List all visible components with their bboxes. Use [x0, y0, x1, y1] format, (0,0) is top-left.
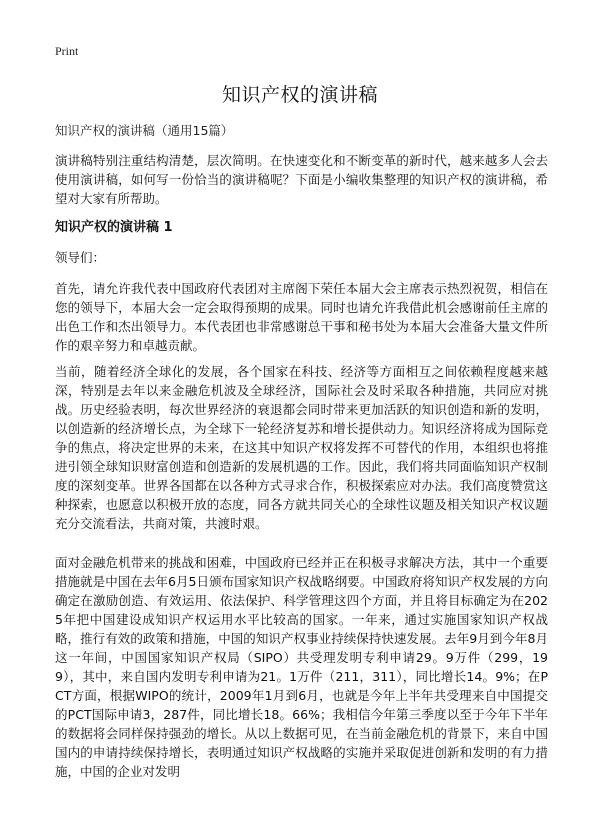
section-heading: 知识产权的演讲稿 1 [55, 220, 173, 235]
body-paragraph-2: 当前，随着经济全球化的发展，各个国家在科技、经济等方面相互之间依赖程度越来越深，特别是去年以来金融危机波及全球经济，国际社会及时采取各种措施，共同应对挑战。历史经验表明，每次世界经济的衰退都会同时带来更加活跃的知识创造和新的发明，以创造新的经济增长点，为全球下一轮经济复苏和增长提供动力。知识经济将成为国际竞争的焦点，将决定世界的未来，在这其中知识产权将发挥不可替代的作用，本组织也将推进引领全球知识财富创造和创造新的发展机遇的工作。因此，我们将共同面临知识产权制度的深刻变革。世界各国都在以各种方式寻求合作，积极探索应对办法。我们高度赞赏这种探索，也愿意以积极开放的态度，同各方就共同关心的全球性议题及相关知识产权议题充分交流看法，共商对策，共渡时艰。 [55, 364, 548, 531]
body-paragraph-1: 首先，请允许我代表中国政府代表团对主席阁下荣任本届大会主席表示热烈祝贺，相信在您的领导下，本届大会一定会取得预期的成果。同时也请允许我借此机会感谢前任主席的出色工作和杰出领导力。本代表团也非常感谢总干事和秘书处为本届大会准备大量文件所作的艰辛努力和卓越贡献。 [55, 281, 548, 353]
intro-paragraph: 演讲稿特别注重结构清楚，层次简明。在快速变化和不断变革的新时代，越来越多人会去使用演讲稿，如何写一份恰当的演讲稿呢？下面是小编收集整理的知识产权的演讲稿，希望对大家有所帮助。 [55, 153, 548, 206]
page-title: 知识产权的演讲稿 [221, 84, 378, 106]
body-paragraph-3: 面对金融危机带来的挑战和困难，中国政府已经并正在积极寻求解决方法，其中一个重要措施就是中国在去年6月5日颁布国家知识产权战略纲要。中国政府将知识产权发展的方向确定在激励创造、有效运用、依法保护、科学管理这四个方面，并且将目标确定为在2025年把中国建设成知识产权运用水平比较高的国家。一年来，通过实施国家知识产权战略，推行有效的政策和措施，中国的知识产权事业持续保持快速发展。去年9月到今年8月这一年间，中国国家知识产权局（SIPO）共受理发明专利申请29。9万件（299，199），其中，来自国内发明专利申请为21。1万件（211，311），同比增长14。9%；在PCT方面，根据WIPO的统计，2009年1月到6月，也就是今年上半年共受理来自中国提交的PCT国际申请3，287件，同比增长18。66%；我相信今年第三季度以至于今年下半年的数据将会同样保持强劲的增长。从以上数据可见，在当前金融危机的背景下，来自中国国内的申请持续保持增长，表明通过知识产权战略的实施并采取促进创新和发明的有力措施，中国的企业对发明 [55, 555, 548, 779]
print-link[interactable]: Print [55, 44, 79, 58]
salutation: 领导们： [55, 250, 106, 265]
document-subtitle: 知识产权的演讲稿（通用15篇） [55, 123, 234, 138]
